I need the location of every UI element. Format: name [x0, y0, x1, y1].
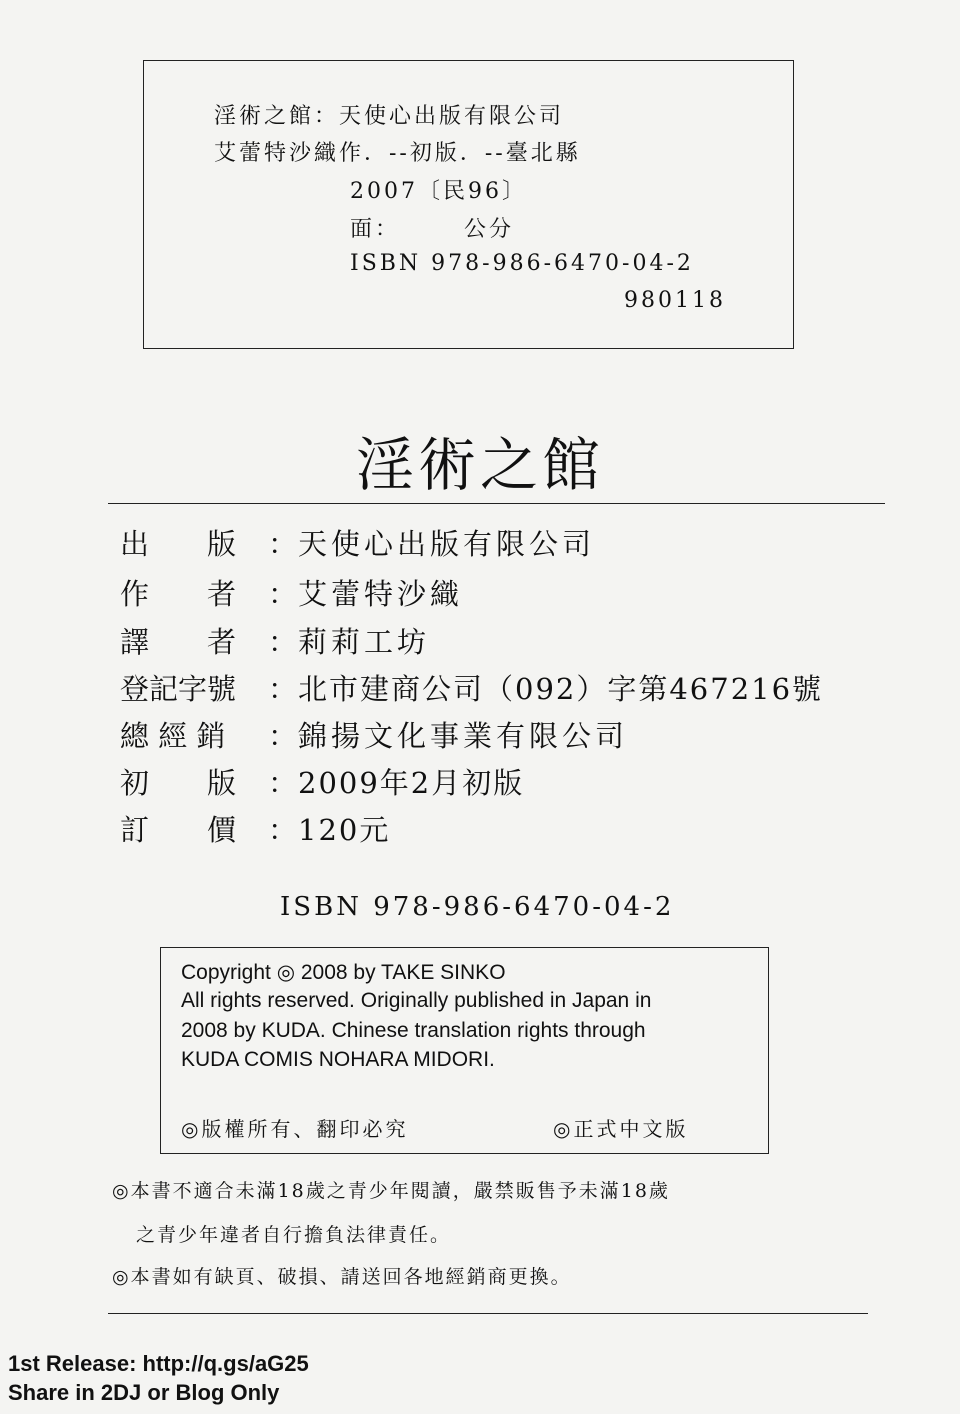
cip-line-isbn: ISBN 978-986-6470-04-2 [350, 251, 694, 276]
info-colon: ： [268, 719, 298, 753]
info-value: 莉莉工坊 [298, 625, 431, 659]
info-label: 訂 價 [120, 813, 237, 847]
info-value: 艾蕾特沙織 [298, 577, 464, 611]
info-label: 登記字號 [120, 672, 237, 706]
legal-responsibility-notice: 之青少年違者自行擔負法律責任。 [136, 1224, 452, 1246]
cip-line-year: 2007〔民96〕 [350, 179, 527, 204]
cip-line-title: 淫術之館：天使心出版有限公司 [214, 104, 565, 129]
info-value: 北市建商公司（092）字第467216號 [298, 672, 824, 706]
footer-divider [108, 1313, 868, 1314]
info-colon: ： [268, 527, 298, 561]
info-colon: ： [268, 672, 298, 706]
info-label: 出 版 [120, 527, 237, 561]
release-line: 1st Release: http://q.gs/aG25 [8, 1351, 309, 1376]
info-colon: ： [268, 813, 298, 847]
share-line: Share in 2DJ or Blog Only [8, 1380, 280, 1405]
all-rights-reserved-note: ◎版權所有、翻印必究 [181, 1117, 409, 1141]
info-label: 譯 者 [120, 625, 237, 659]
info-label: 初 版 [120, 766, 237, 800]
copyright-box [160, 947, 769, 1154]
info-colon: ： [268, 625, 298, 659]
info-value: 120元 [298, 813, 391, 847]
rights-reserved-line: All rights reserved. Originally published in Japan in [181, 989, 652, 1012]
defect-exchange-notice: ◎本書如有缺頁、破損、請送回各地經銷商更換。 [112, 1266, 572, 1288]
age-restriction-notice: ◎本書不適合未滿18歲之青少年閱讀，嚴禁販售予未滿18歲 [112, 1180, 670, 1202]
official-edition-note: ◎正式中文版 [553, 1117, 689, 1141]
cip-line-code: 980118 [624, 288, 726, 313]
info-value: 錦揚文化事業有限公司 [298, 719, 629, 753]
info-value: 天使心出版有限公司 [298, 527, 596, 561]
cip-data-box [143, 60, 794, 349]
info-colon: ： [268, 766, 298, 800]
info-label: 作 者 [120, 577, 237, 611]
info-colon: ： [268, 577, 298, 611]
cip-line-pages: 面： 公分 [350, 217, 515, 242]
copyright-line: Copyright ◎ 2008 by TAKE SINKO [181, 961, 506, 984]
cip-line-author: 艾蕾特沙織作．--初版．--臺北縣 [214, 141, 581, 166]
book-title: 淫術之館 [355, 431, 604, 499]
info-label: 總 經 銷 [120, 719, 226, 753]
translation-rights-line: 2008 by KUDA. Chinese translation rights through [181, 1019, 646, 1042]
agency-line: KUDA COMIS NOHARA MIDORI. [181, 1048, 495, 1071]
title-divider [108, 503, 885, 504]
info-value: 2009年2月初版 [298, 766, 525, 800]
isbn-number: ISBN 978-986-6470-04-2 [280, 892, 675, 922]
